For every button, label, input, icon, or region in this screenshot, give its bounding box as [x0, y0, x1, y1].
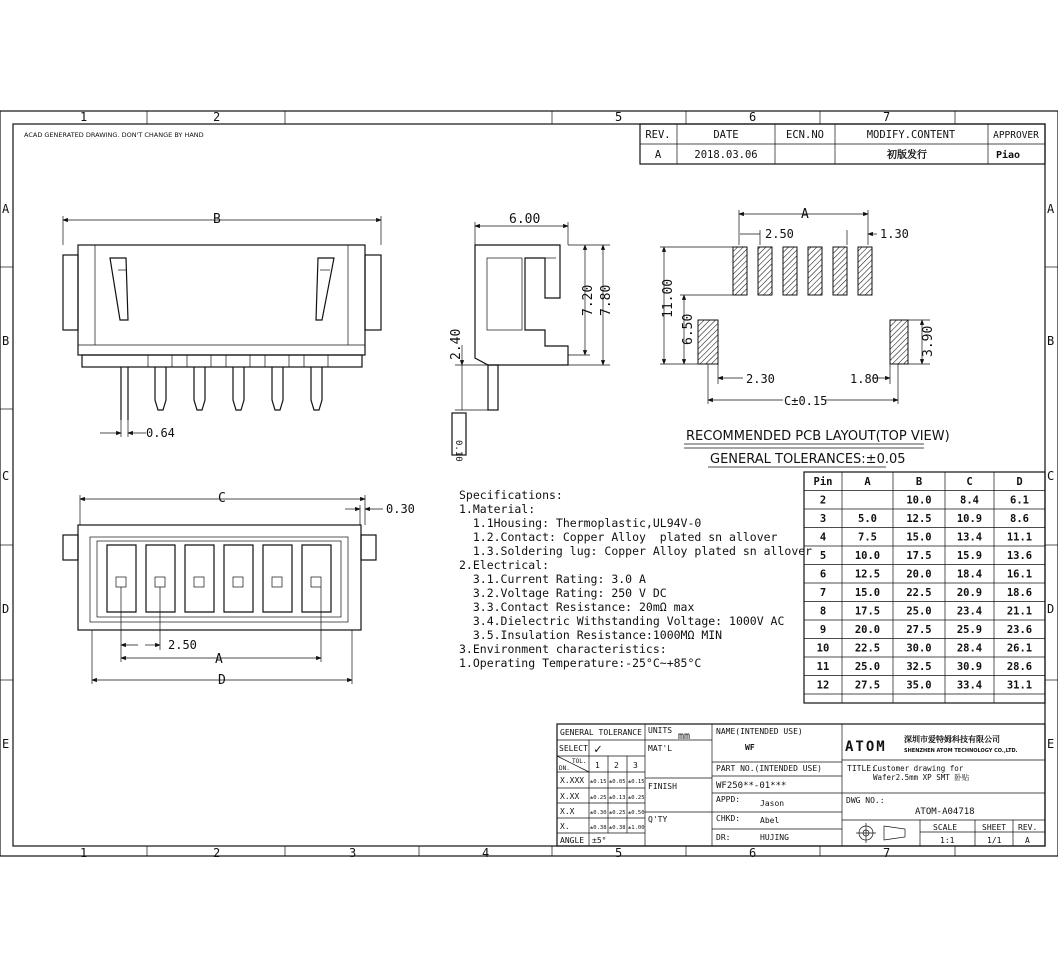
- dim-table-cell: 27.5: [906, 624, 932, 636]
- rev-value-rev: A: [654, 149, 662, 161]
- front-dim-pin: 0.64: [146, 426, 175, 440]
- zone-bottom-7: 7: [883, 846, 891, 860]
- dim-table-cell: 10: [816, 642, 830, 655]
- zone-left-e: E: [2, 737, 10, 751]
- tb-tol-val: ±0.15: [628, 779, 645, 785]
- dim-table-cell: 10.0: [906, 494, 932, 507]
- side-dim-width: 6.00: [509, 212, 541, 227]
- spec-line: 3.Environment characteristics:: [459, 642, 667, 656]
- dim-table-cell: 15.0: [854, 587, 881, 599]
- dim-table-cell: 23.4: [956, 605, 983, 618]
- dim-table-cell: 35.0: [906, 679, 932, 692]
- zone-left-d: D: [2, 602, 10, 616]
- dim-table-cell: 16.1: [1006, 568, 1033, 581]
- dim-table-cell: 15.0: [906, 531, 932, 544]
- top-dim-pitch: 2.50: [168, 638, 197, 652]
- tb-name-label: NAME(INTENDED USE): [716, 727, 803, 736]
- pcb-dim-lug-w-right: 1.80: [850, 372, 879, 386]
- dim-table-cell: 23.6: [1006, 624, 1033, 636]
- dim-table-cell: 2: [819, 494, 827, 507]
- dim-table-header: Pin: [813, 476, 833, 488]
- rev-header-approver: APPROVER: [993, 130, 1039, 141]
- dim-table-cell: 17.5: [906, 550, 932, 562]
- dim-table-cell: 22.5: [906, 587, 932, 599]
- zone-top-1: 1: [80, 110, 88, 124]
- dim-table: [804, 472, 1045, 703]
- front-view: [63, 212, 381, 440]
- dim-table-cell: 7: [819, 587, 827, 599]
- top-dim-d: D: [218, 673, 226, 688]
- tb-tol-val: ±0.25: [609, 810, 626, 816]
- spec-line: 1.1Housing: Thermoplastic,UL94V-0: [459, 516, 702, 530]
- top-view: [63, 491, 415, 688]
- dim-table-header: C: [966, 476, 973, 488]
- dim-table-cell: 25.0: [906, 605, 932, 618]
- zone-bottom-4: 4: [482, 846, 490, 860]
- spec-line: 1.3.Soldering lug: Copper Alloy plated sn allover: [459, 544, 813, 558]
- rev-header-rev: REV.: [645, 129, 671, 141]
- top-dim-a: A: [215, 652, 223, 667]
- tb-appd-label: APPD:: [716, 795, 741, 804]
- top-dim-gap: 0.30: [386, 502, 415, 516]
- zone-top-2: 2: [213, 110, 221, 124]
- dim-table-cell: 7.5: [858, 531, 877, 544]
- rev-value-modify: 初版发行: [887, 150, 927, 161]
- dim-table-cell: 17.5: [854, 605, 881, 618]
- dim-table-cell: 31.1: [1006, 679, 1033, 692]
- tb-tol-val: ±0.30: [590, 810, 607, 816]
- zone-right-e: E: [1047, 737, 1055, 751]
- tb-general-tolerance: GENERAL TOLERANCE: [560, 728, 642, 737]
- pcb-dim-total-h: 11.00: [661, 278, 676, 318]
- zone-right-d: D: [1047, 602, 1055, 616]
- dim-table-header: A: [864, 476, 871, 488]
- dim-table-cell: 25.9: [956, 624, 983, 636]
- tb-finish: FINISH: [648, 782, 677, 791]
- tb-angle: ANGLE: [560, 836, 585, 845]
- zone-bottom-6: 6: [749, 846, 757, 860]
- dim-table-cell: 30.0: [906, 642, 932, 655]
- dim-table-cell: 33.4: [956, 679, 983, 692]
- zone-right-a: A: [1047, 202, 1055, 216]
- dim-table-cell: 22.5: [854, 642, 881, 655]
- pcb-layout-title: RECOMMENDED PCB LAYOUT(TOP VIEW): [686, 429, 950, 444]
- zone-left-a: A: [2, 202, 10, 216]
- spec-line: 3.2.Voltage Rating: 250 V DC: [459, 586, 667, 600]
- spec-line: 3.3.Contact Resistance: 20mΩ max: [459, 600, 695, 614]
- zone-left-c: C: [2, 469, 10, 483]
- dim-table-cell: 30.9: [956, 661, 983, 673]
- tb-matl: MAT'L: [648, 744, 673, 753]
- pcb-dim-lug-h: 6.50: [681, 313, 696, 345]
- tb-select: SELECT: [559, 744, 588, 753]
- dim-table-cell: 9: [819, 624, 827, 636]
- dim-table-cell: 20.9: [956, 587, 983, 599]
- spec-line: Specifications:: [459, 488, 563, 502]
- dim-table-cell: 20.0: [906, 568, 932, 581]
- dim-table-cell: 28.6: [1006, 661, 1033, 673]
- tb-tol-val: ±0.25: [628, 795, 645, 801]
- dim-table-cell: 11.1: [1006, 531, 1033, 544]
- dim-table-cell: 25.0: [854, 661, 881, 673]
- tb-units: UNITS: [648, 726, 673, 735]
- spec-line: 3.4.Dielectric Withstanding Voltage: 1000V AC: [459, 614, 785, 628]
- pcb-dim-pitch: 2.50: [765, 227, 794, 241]
- pcb-dim-lug-w-left: 2.30: [746, 372, 775, 386]
- tb-tol-val: ±0.25: [590, 795, 607, 801]
- spec-line: 1.Material:: [459, 502, 536, 516]
- side-dim-h2: 7.80: [599, 284, 614, 316]
- tb-title-label: TITLE:: [847, 764, 876, 773]
- dim-table-cell: 20.0: [854, 624, 881, 636]
- dim-table-cell: 13.6: [1006, 550, 1033, 562]
- dim-table-cell: 6.1: [1010, 494, 1029, 507]
- tb-tol-row-label: X.XX: [560, 792, 580, 801]
- atom-logo: ATOM: [845, 739, 887, 755]
- rev-header-date: DATE: [713, 129, 739, 141]
- tb-rev-label: REV.: [1018, 823, 1038, 832]
- tb-tol-val: ±0.38: [609, 825, 626, 831]
- zone-bottom-1: 1: [80, 846, 88, 860]
- tb-col-3: 3: [633, 761, 638, 770]
- tb-dwg-val: ATOM-A04718: [915, 807, 975, 817]
- tb-tol-val: ±1.00: [628, 825, 645, 831]
- tb-rev-val: A: [1025, 836, 1030, 845]
- spec-line: 3.1.Current Rating: 3.0 A: [459, 572, 646, 586]
- dim-table-cell: 12: [816, 679, 830, 692]
- tb-tol-label: TOL.: [572, 758, 587, 765]
- dim-table-cell: 8.6: [1010, 513, 1029, 525]
- tb-qty: Q'TY: [648, 815, 668, 824]
- zone-bottom-5: 5: [615, 846, 623, 860]
- tb-tol-val: ±0.15: [590, 779, 607, 785]
- side-dim-tol: 0.10: [453, 440, 463, 462]
- spec-line: 3.5.Insulation Resistance:1000MΩ MIN: [459, 628, 723, 642]
- dim-table-cell: 8.4: [960, 494, 979, 507]
- spec-line: 1.2.Contact: Copper Alloy plated sn allover: [459, 530, 778, 544]
- tb-company-en: SHENZHEN ATOM TECHNOLOGY CO.,LTD.: [904, 748, 1018, 754]
- revision-table: [640, 124, 1045, 164]
- tb-scale-label: SCALE: [933, 823, 958, 832]
- pcb-tolerance: GENERAL TOLERANCES:±0.05: [710, 452, 906, 467]
- side-view: [449, 212, 614, 462]
- zone-top-5: 5: [615, 110, 623, 124]
- dim-table-header: D: [1016, 476, 1023, 488]
- dim-table-cell: 10.0: [854, 550, 881, 562]
- tb-units-val: mm: [678, 731, 691, 742]
- tb-tol-row-label: X.X: [560, 807, 575, 816]
- tb-tol-row-label: X.XXX: [560, 776, 585, 785]
- tb-part-label: PART NO.(INTENDED USE): [716, 764, 822, 773]
- dim-table-cell: 18.6: [1006, 587, 1033, 599]
- tb-scale-val: 1:1: [940, 836, 955, 845]
- rev-header-modify: MODIFY.CONTENT: [866, 129, 956, 141]
- tb-dr-val: HUJING: [760, 833, 789, 842]
- pcb-dim-lug-pad: 3.90: [921, 325, 936, 357]
- tb-tol-val: ±0.13: [609, 795, 626, 801]
- tb-col-1: 1: [595, 761, 600, 770]
- tb-title-val1: Customer drawing for: [873, 764, 964, 773]
- specifications: [459, 488, 812, 670]
- dim-table-cell: 18.4: [956, 568, 983, 581]
- tb-tol-val: ±0.38: [590, 825, 607, 831]
- dim-table-cell: 6: [819, 568, 827, 581]
- zone-left-b: B: [2, 334, 10, 348]
- tb-tol-val: ±0.05: [609, 779, 626, 785]
- tb-chkd-label: CHKD:: [716, 814, 741, 823]
- tb-dr-label: DR:: [716, 833, 731, 842]
- dim-table-cell: 13.4: [956, 531, 983, 544]
- dim-table-cell: 12.5: [906, 513, 932, 525]
- dim-table-cell: 21.1: [1006, 605, 1033, 618]
- projection-symbol-icon: [856, 823, 905, 843]
- tb-name-val: WF: [745, 743, 755, 752]
- drawing-note: ACAD GENERATED DRAWING. DON'T CHANGE BY HAND: [24, 131, 204, 139]
- tb-angle-val: ±5°: [592, 836, 607, 845]
- tb-col-2: 2: [614, 761, 619, 770]
- dim-table-cell: 15.9: [956, 550, 983, 562]
- tb-check: ✓: [594, 742, 602, 757]
- zone-top-6: 6: [749, 110, 757, 124]
- tb-company-cn: 深圳市爱特姆科技有限公司: [904, 735, 1000, 744]
- pcb-layout: [660, 207, 950, 467]
- dim-table-cell: 5.0: [858, 513, 877, 525]
- title-block: [557, 724, 1045, 846]
- tb-sheet-label: SHEET: [982, 823, 1007, 832]
- side-dim-lead: 2.40: [449, 328, 464, 360]
- dim-table-cell: 12.5: [854, 568, 881, 581]
- dim-table-cell: 27.5: [854, 679, 881, 692]
- dim-table-cell: 11: [816, 661, 830, 673]
- zone-right-b: B: [1047, 334, 1055, 348]
- dim-table-header: B: [915, 476, 923, 488]
- dim-table-cell: 5: [819, 550, 827, 562]
- tb-chkd-val: Abel: [760, 816, 780, 825]
- spec-line: 2.Electrical:: [459, 558, 550, 572]
- pcb-dim-pad: 1.30: [880, 227, 909, 241]
- tb-dwg-label: DWG NO.:: [846, 796, 885, 805]
- rev-value-date: 2018.03.06: [694, 149, 758, 161]
- tb-title-val2: Wafer2.5mm XP SMT 卧贴: [873, 773, 970, 782]
- pcb-dim-c: C±0.15: [784, 394, 828, 408]
- tb-tol-row-label: X.: [560, 822, 570, 831]
- side-dim-h1: 7.20: [581, 284, 596, 316]
- tb-tol-val: ±0.50: [628, 810, 645, 816]
- spec-line: 1.Operating Temperature:-25°C~+85°C: [459, 656, 702, 670]
- tb-dn-label: DN.: [559, 765, 570, 772]
- dim-table-cell: 4: [819, 531, 827, 544]
- dim-table-cell: 28.4: [956, 642, 983, 655]
- zone-bottom-2: 2: [213, 846, 221, 860]
- dim-table-cell: 26.1: [1006, 642, 1033, 655]
- dim-table-cell: 10.9: [956, 513, 983, 525]
- rev-header-ecn: ECN.NO: [786, 129, 824, 141]
- tb-part-val: WF250**-01***: [716, 781, 787, 791]
- dim-table-cell: 3: [819, 513, 827, 525]
- tb-sheet-val: 1/1: [987, 836, 1002, 845]
- dim-table-cell: 32.5: [906, 661, 932, 673]
- zone-top-7: 7: [883, 110, 891, 124]
- zone-right-c: C: [1047, 469, 1055, 483]
- zone-bottom-3: 3: [349, 846, 357, 860]
- dim-table-cell: 8: [819, 605, 827, 618]
- rev-value-approver: Piao: [995, 150, 1021, 161]
- pcb-dim-a: A: [801, 207, 809, 222]
- top-dim-c: C: [218, 491, 226, 506]
- tb-appd-val: Jason: [760, 799, 785, 808]
- front-dim-b: B: [213, 212, 221, 227]
